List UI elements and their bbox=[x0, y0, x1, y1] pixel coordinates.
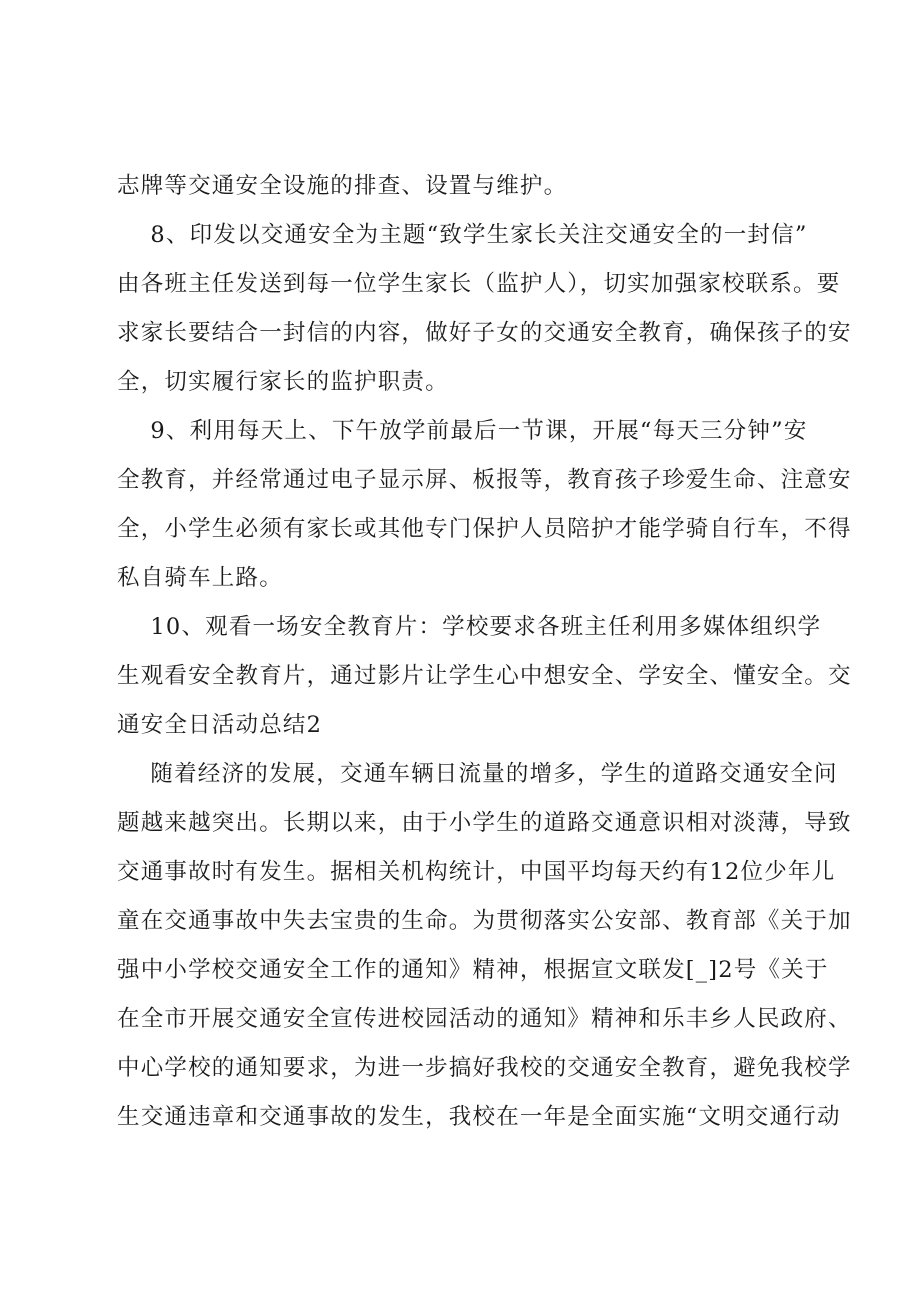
text-line: 求家长要结合一封信的内容，做好子女的交通安全教育，确保孩子的安 bbox=[117, 320, 852, 346]
text-line: 8、印发以交通安全为主题“致学生家长关注交通安全的一封信” bbox=[117, 222, 808, 248]
document-body bbox=[117, 162, 852, 1142]
text-line: 题越来越突出。长期以来，由于小学生的道路交通意识相对淡薄，导致 bbox=[117, 810, 852, 836]
text-line: 中心学校的通知要求，为进一步搞好我校的交通安全教育，避免我校学 bbox=[117, 1055, 852, 1081]
text-line: 由各班主任发送到每一位学生家长（监护人），切实加强家校联系。要 bbox=[117, 271, 841, 297]
text-line: 在全市开展交通安全宣传进校园活动的通知》精神和乐丰乡人民政府、 bbox=[117, 1006, 852, 1032]
text-line: 交通事故时有发生。据相关机构统计，中国平均每天约有12位少年儿 bbox=[117, 859, 836, 885]
text-line: 全，切实履行家长的监护职责。 bbox=[117, 369, 449, 395]
text-line: 全，小学生必须有家长或其他专门保护人员陪护才能学骑自行车，不得 bbox=[117, 516, 852, 542]
text-line: 私自骑车上路。 bbox=[117, 565, 283, 591]
text-line: 9、利用每天上、下午放学前最后一节课，开展“每天三分钟”安 bbox=[117, 418, 808, 444]
text-line: 生观看安全教育片，通过影片让学生心中想安全、学安全、懂安全。交 bbox=[117, 663, 852, 689]
text-line: 生交通违章和交通事故的发生，我校在一年是全面实施“文明交通行动 bbox=[117, 1104, 841, 1130]
text-line: 10、观看一场安全教育片：学校要求各班主任利用多媒体组织学 bbox=[117, 614, 822, 640]
text-line: 随着经济的发展，交通车辆日流量的增多，学生的道路交通安全问 bbox=[117, 761, 838, 787]
text-line: 志牌等交通安全设施的排查、设置与维护。 bbox=[117, 173, 568, 199]
text-line: 童在交通事故中失去宝贵的生命。为贯彻落实公安部、教育部《关于加 bbox=[117, 908, 852, 934]
text-line: 全教育，并经常通过电子显示屏、板报等，教育孩子珍爱生命、注意安 bbox=[117, 467, 852, 493]
text-line: 通安全日活动总结2 bbox=[117, 712, 323, 738]
text-line: 强中小学校交通安全工作的通知》精神，根据宣文联发[_]2号《关于 bbox=[117, 957, 829, 983]
